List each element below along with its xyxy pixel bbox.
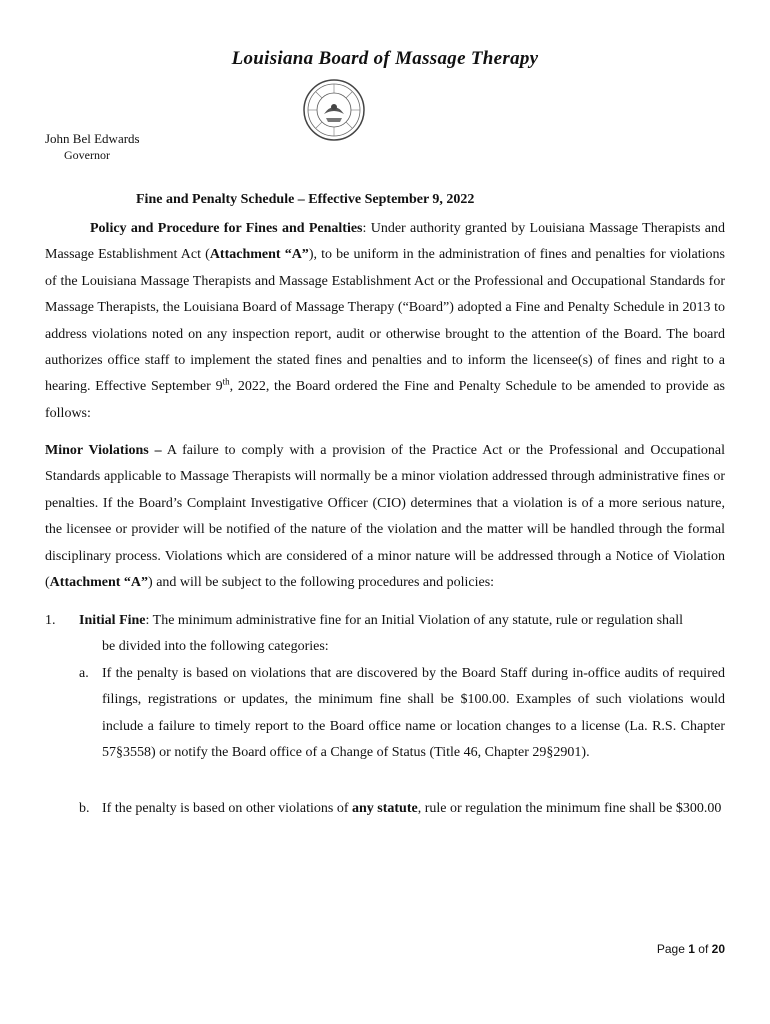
policy-text-2: ), to be uniform in the administration of fines and penalties for violations of the Louisiana Massage Therapists and Massage Establishment Act or the Professional and Occupational Standards for Massage Therapists, the Louisiana Board of Massage Therapy (“Board”) adopted a Fine and Penalty Schedule in 2013 to address violations noted on any inspection report, audit or otherwise brought to the attention of the Board. The board authorizes office staff to implement the stated fines and penalties and to inform the licensee(s) of fines and right to a hearing. Effective September 9 [45, 247, 725, 395]
state-seal-icon [302, 78, 366, 142]
sub-item-b-text [102, 796, 725, 822]
ordinal-suffix: th [222, 376, 230, 387]
policy-text-3: , 2022, the Board ordered the Fine and Penalty Schedule to be amended to provide as follows: [45, 379, 725, 421]
page-word: Page [656, 942, 685, 956]
list-number: 1. [45, 613, 56, 628]
sub-b-bold: any statute [352, 801, 418, 816]
initial-fine-item [79, 608, 725, 634]
page-total: 20 [711, 942, 725, 956]
sub-b-text-2: , rule or regulation the minimum fine shall be $300.00 [417, 801, 722, 816]
page-number: 1 [688, 942, 695, 956]
initial-fine-lead: Initial Fine [79, 613, 146, 628]
attachment-ref: Attachment “A” [209, 247, 309, 263]
sub-item-b-label: b. [79, 801, 90, 816]
governor-title: Governor [64, 148, 110, 162]
sub-item-a-label: a. [79, 666, 89, 681]
minor-violations-text-1: A failure to comply with a provision of the Practice Act or the Professional and Occupational Standards applicable to Massage Therapists will normally be a minor violation addressed through administrative fines or penalties. If the Board’s Complaint Investigative Officer (CIO) determines that a violation is of a more serious nature, the licensee or provider will be notified of the nature of the violation and the matter will be handled through the formal disciplinary process. Violations which are considered of a minor nature will be addressed through a Notice of Violation ( [45, 443, 725, 591]
policy-text-1: : Under authority granted by Louisiana Massage Therapists and Massage Establishment Act ( [45, 221, 726, 263]
sub-item-a-text: If the penalty is based on violations that are discovered by the Board Staff during in-office audits of required filings, registrations or updates, the minimum fine shall be $100.00. Examples of such violations would include a failure to timely report to the Board office name or location changes to a license (La. R.S. Chapter 57§3558) or notify the Board office of a Change of Status (Title 46, Chapter 29§2901). [102, 666, 725, 761]
initial-fine-text: : The minimum administrative fine for an Initial Violation of any statute, rule or regulation shall [145, 613, 684, 628]
org-title: Louisiana Board of Massage Therapy [231, 48, 539, 69]
sub-b-text-1: If the penalty is based on other violations of [102, 801, 352, 816]
policy-paragraph [45, 216, 725, 427]
attachment-ref-2: Attachment “A” [49, 575, 149, 591]
page-footer [657, 942, 725, 956]
initial-fine-continuation: be divided into the following categories: [102, 639, 329, 654]
policy-lead: Policy and Procedure for Fines and Penalties [90, 221, 363, 236]
minor-violations-lead: Minor Violations – [45, 443, 162, 458]
document-title: Fine and Penalty Schedule – Effective September 9, 2022 [136, 192, 475, 207]
minor-violations-paragraph [45, 438, 725, 596]
of-word: of [698, 942, 709, 956]
governor-name: John Bel Edwards [45, 131, 140, 146]
minor-violations-text-2: ) and will be subject to the following procedures and policies: [148, 575, 495, 591]
